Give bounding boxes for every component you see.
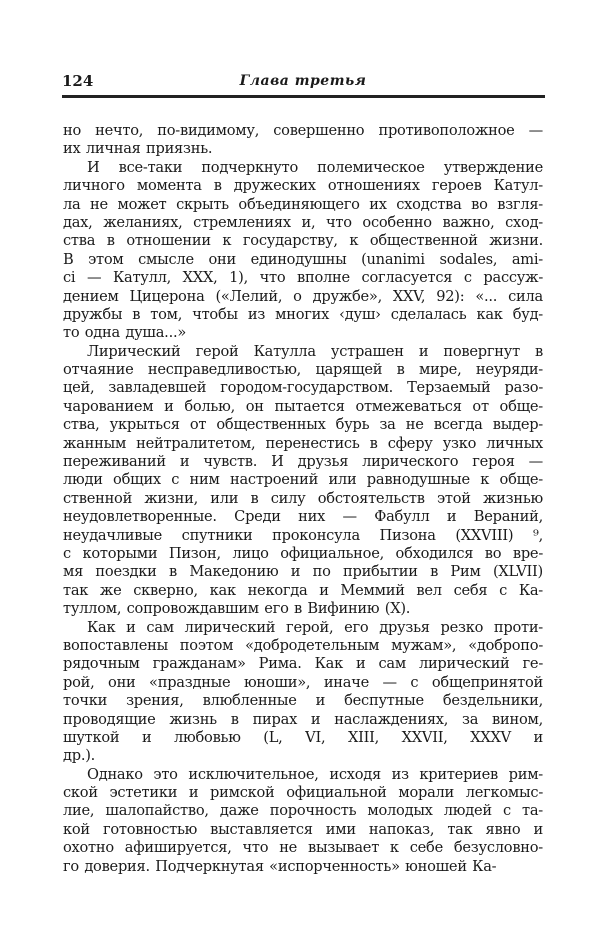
text-line: чарованием и болью, он пытается отмежеваться от обще- <box>63 397 543 415</box>
text-line: переживаний и чувств. И друзья лирического героя — <box>63 453 543 471</box>
paragraph <box>63 122 543 159</box>
text-line: проводящие жизнь в пирах и наслаждениях, за вином, <box>63 710 543 728</box>
paragraph <box>63 766 543 876</box>
text-line: Лирический герой Катулла устрашен и повергнут в <box>87 342 543 360</box>
text-line: ci — Катулл, XXX, 1), что вполне согласуется с рассуж- <box>63 269 543 287</box>
text-line: с которыми Пизон, лицо официальное, обходился во вре- <box>63 544 543 562</box>
paragraph <box>63 619 543 766</box>
text-line: дружбы в том, чтобы из многих ‹душ› сделалась как буд- <box>63 305 543 323</box>
text-line: так же скверно, как некогда и Меммий вел себя с Ка- <box>63 581 543 599</box>
text-line: И все-таки подчеркнуто полемическое утверждение <box>87 158 543 176</box>
text-line: вопоставлены поэтом «добродетельным мужам», «добропо- <box>63 636 543 654</box>
text-line: дах, желаниях, стремлениях и, что особенно важно, сход- <box>63 213 543 231</box>
text-line: ла не может скрыть объединяющего их сходства во взгля- <box>63 195 543 213</box>
text-line: ской эстетики и римской официальной морали легкомыс- <box>63 784 543 802</box>
text-line: неудовлетворенные. Среди них — Фабулл и Вераний, <box>63 508 543 526</box>
running-header <box>62 72 544 94</box>
text-line: жанным нейтралитетом, перенестись в сферу узко личных <box>63 434 543 452</box>
text-line: го доверия. Подчеркнутая «испорченность» юношей Ка- <box>63 857 497 875</box>
page-body <box>63 122 543 876</box>
text-line: цей, завладевшей городом-государством. Терзаемый разо- <box>63 379 543 397</box>
text-line: личного момента в дружеских отношениях героев Катул- <box>63 177 543 195</box>
text-line: мя поездки в Македонию и по прибытии в Рим (XLVII) <box>63 563 543 581</box>
text-line: рой, они «праздные юноши», иначе — с общепринятой <box>63 673 543 691</box>
text-line: ственной жизни, или в силу обстоятельств этой жизнью <box>63 489 543 507</box>
text-line: шуткой и любовью (L, VI, XIII, XXVII, XXXV и <box>63 728 543 746</box>
text-line: охотно афишируется, что не вызывает к себе безусловно- <box>63 839 543 857</box>
page-number: 124 <box>62 72 94 90</box>
text-line: кой готовностью выставляется ими напоказ, так явно и <box>63 820 543 838</box>
text-line: др.). <box>63 747 96 765</box>
paragraph <box>63 343 543 619</box>
text-line: их личная приязнь. <box>63 140 213 158</box>
running-title: Глава третья <box>239 73 367 89</box>
text-line: лие, шалопайство, даже порочность молодых людей с та- <box>63 802 543 820</box>
header-rule <box>62 95 545 98</box>
text-line: туллом, сопровождавшим его в Вифинию (X). <box>63 600 411 618</box>
text-line: ства в отношении к государству, к общественной жизни. <box>63 232 543 250</box>
text-line: люди общих с ним настроений или равнодушные к обще- <box>63 471 543 489</box>
text-line: В этом смысле они единодушны (unanimi sodales, ami- <box>63 250 543 268</box>
text-line: дением Цицерона («Лелий, о дружбе», XXV, 92): «... сила <box>63 287 543 305</box>
text-line: рядочным гражданам» Рима. Как и сам лирический ге- <box>63 655 543 673</box>
text-line: Однако это исключительное, исходя из критериев рим- <box>87 765 543 783</box>
text-line: но нечто, по-видимому, совершенно противоположное — <box>63 122 543 139</box>
paragraph <box>63 159 543 343</box>
text-line: ства, укрыться от общественных бурь за не всегда выдер- <box>63 416 543 434</box>
text-line: Как и сам лирический герой, его друзья резко проти- <box>87 618 543 636</box>
text-line: неудачливые спутники проконсула Пизона (XXVIII) ⁹, <box>63 526 543 544</box>
text-line: то одна душа...» <box>63 324 187 342</box>
text-line: отчаяние несправедливостью, царящей в мире, неуряди- <box>63 361 543 379</box>
text-line: точки зрения, влюбленные и беспутные бездельники, <box>63 692 543 710</box>
